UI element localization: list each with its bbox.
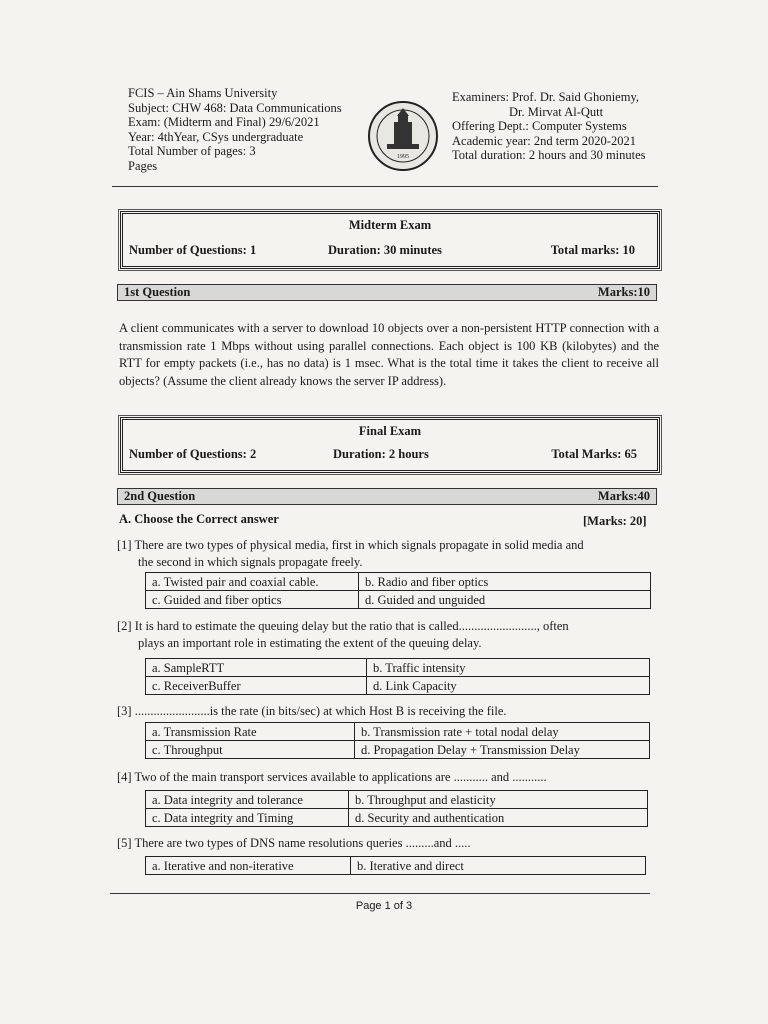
header-subject: Subject: CHW 468: Data Communications [128,100,342,115]
footer-divider [110,893,650,894]
header-left [128,86,342,174]
header-duration: Total duration: 2 hours and 30 minutes [452,148,646,163]
mcq-4-option-c[interactable]: c. Data integrity and Timing [146,809,349,827]
final-duration: Duration: 2 hours [333,447,429,461]
question-1-marks: Marks:10 [597,285,650,299]
mcq-2-option-b[interactable]: b. Traffic intensity [367,659,650,677]
mcq-5-question [117,835,657,852]
mcq-3-option-b[interactable]: b. Transmission rate + total nodal delay [355,723,650,741]
mcq-4-option-d[interactable]: d. Security and authentication [349,809,648,827]
mcq-3-option-d[interactable]: d. Propagation Delay + Transmission Delay [355,741,650,759]
question-1-header [117,284,657,301]
mcq-4-line-1: [4] Two of the main transport services available to applications are ........... and ........... [117,770,547,784]
header-examiners: Examiners: Prof. Dr. Said Ghoniemy, [452,90,640,104]
mcq-4-option-b[interactable]: b. Throughput and elasticity [349,791,648,809]
mcq-2-option-a[interactable]: a. SampleRTT [146,659,367,677]
question-2-header [117,488,657,505]
mcq-4-option-a[interactable]: a. Data integrity and tolerance [146,791,349,809]
header-exam: Exam: (Midterm and Final) 29/6/2021 [128,115,320,130]
question-2-marks: Marks:40 [597,489,650,503]
mcq-1-question [117,537,657,571]
mcq-2-options [145,658,650,695]
seal-year: 1995 [397,154,409,160]
section-a-title: A. Choose the Correct answer [119,512,279,526]
midterm-info-box [120,211,660,269]
header-year: Year: 4thYear, CSys undergraduate [128,129,304,144]
mcq-5-line-1: [5] There are two types of DNS name resolutions queries .........and ..... [117,836,471,850]
final-questions: Number of Questions: 2 [129,447,257,461]
midterm-questions: Number of Questions: 1 [129,243,257,257]
mcq-5-option-a[interactable]: a. Iterative and non-iterative [146,857,351,875]
question-1-text: A client communicates with a server to download 10 objects over a non-persistent HTTP connection with a transmission rate 1 Mbps without using parallel connections. Each object is 100 KB (kilobytes) and the RTT for empty packets (i.e., has no data) is 1 msec. What is the total time it takes the client to receive all objects? (Assume the client already knows the server IP address). [119,321,659,388]
mcq-3-option-a[interactable]: a. Transmission Rate [146,723,355,741]
final-title: Final Exam [358,424,422,438]
question-1-label: 1st Question [124,285,191,299]
mcq-4-question [117,769,657,786]
header-dept: Offering Dept.: Computer Systems [452,119,627,134]
mcq-4-options [145,790,648,827]
mcq-3-options [145,722,650,759]
final-marks: Total Marks: 65 [551,447,637,461]
header-divider [112,186,658,187]
header-academic-year: Academic year: 2nd term 2020-2021 [452,133,636,148]
mcq-2-line-2: plays an important role in estimating the extent of the queuing delay. [138,636,482,650]
university-seal-icon [367,100,439,172]
mcq-1-line-2: the second in which signals propagate freely. [138,555,363,569]
mcq-1-line-1: [1] There are two types of physical media, first in which signals propagate in solid media and [117,538,584,552]
mcq-1-options [145,572,651,609]
midterm-marks: Total marks: 10 [550,243,635,257]
mcq-5-options [145,856,646,875]
mcq-1-option-b[interactable]: b. Radio and fiber optics [359,573,651,591]
header-right [452,90,646,163]
mcq-5-option-b[interactable]: b. Iterative and direct [351,857,646,875]
header-pages-word: Pages [128,158,158,173]
header-university: FCIS – Ain Shams University [128,86,278,100]
mcq-1-option-c[interactable]: c. Guided and fiber optics [146,591,359,609]
midterm-duration: Duration: 30 minutes [328,243,442,257]
mcq-2-option-c[interactable]: c. ReceiverBuffer [146,677,367,695]
mcq-2-question [117,618,657,652]
question-2-label: 2nd Question [124,489,196,503]
page-number: Page 1 of 3 [355,900,413,912]
final-info-box [120,417,660,473]
mcq-1-option-a[interactable]: a. Twisted pair and coaxial cable. [146,573,359,591]
midterm-title: Midterm Exam [348,218,432,232]
mcq-2-line-1: [2] It is hard to estimate the queuing delay but the ratio that is called........................., often [117,619,569,633]
section-a-marks: [Marks: 20] [583,514,647,528]
mcq-3-question [117,703,657,720]
header-pages: Total Number of pages: 3 [128,144,256,159]
mcq-3-option-c[interactable]: c. Throughput [146,741,355,759]
mcq-1-option-d[interactable]: d. Guided and unguided [359,591,651,609]
header-examiner-2: Dr. Mirvat Al-Qutt [509,104,604,119]
mcq-3-line-1: [3] ........................is the rate (in bits/sec) at which Host B is receiving the file. [117,704,507,718]
mcq-2-option-d[interactable]: d. Link Capacity [367,677,650,695]
